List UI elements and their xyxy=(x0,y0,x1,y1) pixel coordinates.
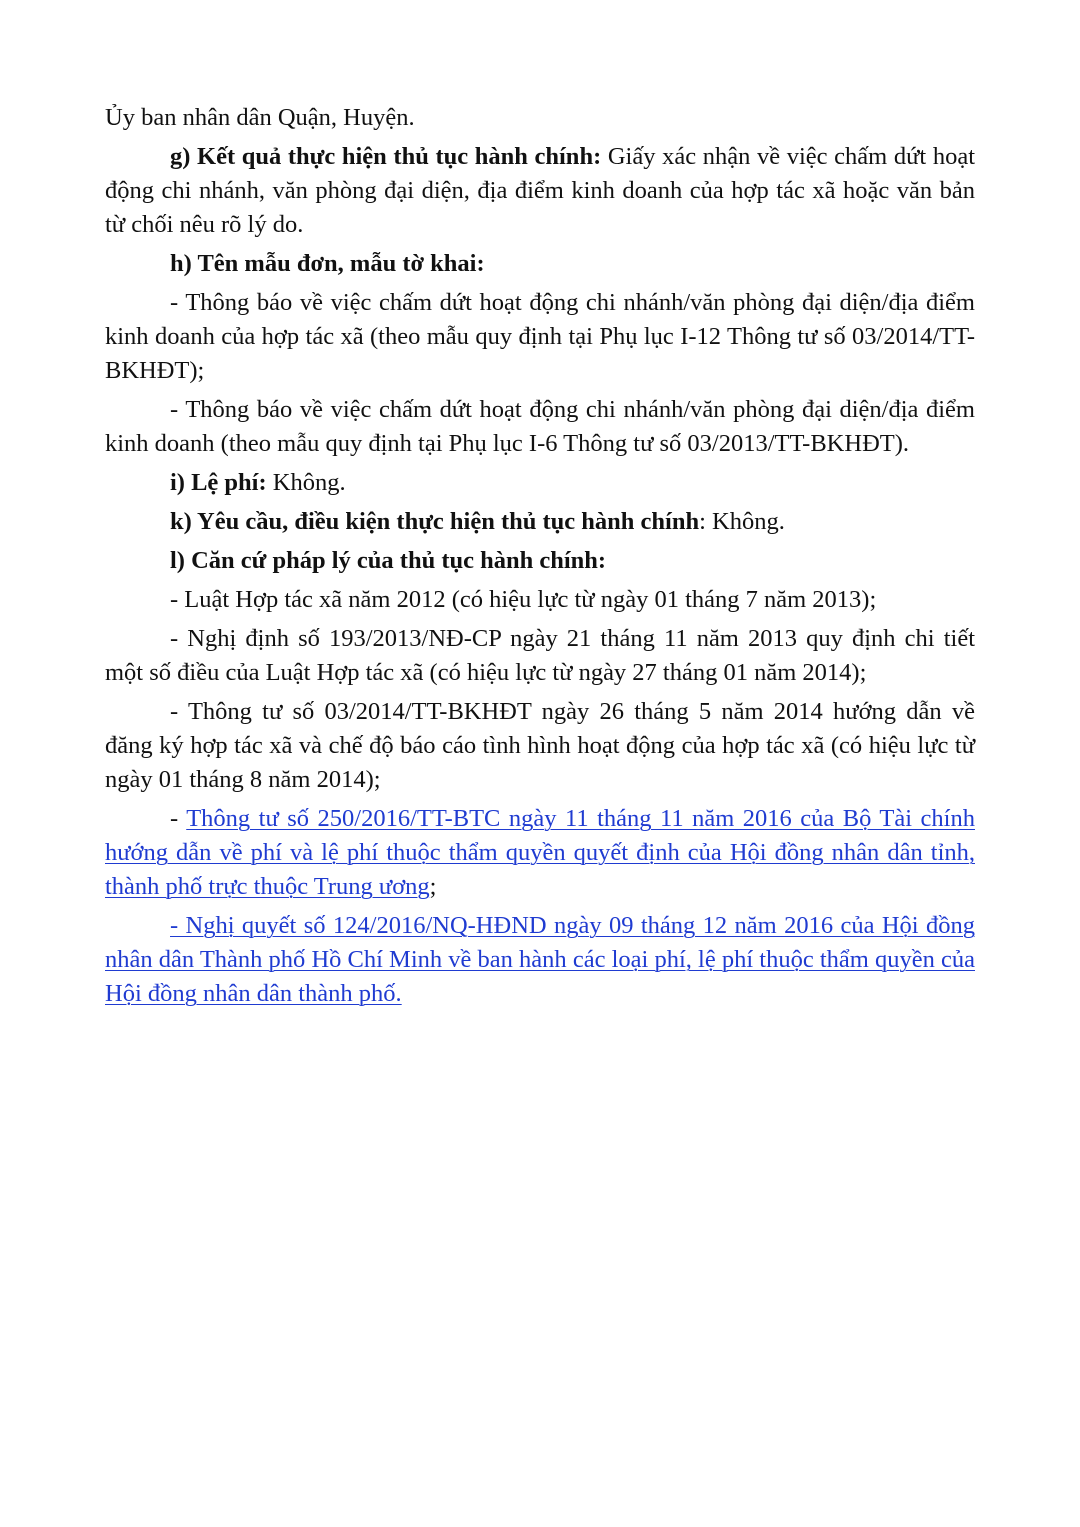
list-dash: - xyxy=(170,805,187,832)
text-i: Không. xyxy=(266,469,346,496)
paragraph-i xyxy=(105,466,975,500)
paragraph-k xyxy=(105,505,975,539)
list-item-l2: - Nghị định số 193/2013/NĐ-CP ngày 21 tháng 11 năm 2013 quy định chi tiết một số điều của Luật Hợp tác xã (có hiệu lực từ ngày 27 tháng 01 năm 2014); xyxy=(105,625,975,686)
heading-l: l) Căn cứ pháp lý của thủ tục hành chính: xyxy=(170,547,607,574)
heading-h: h) Tên mẫu đơn, mẫu tờ khai: xyxy=(170,250,485,277)
list-item-h2: - Thông báo về việc chấm dứt hoạt động chi nhánh/văn phòng đại diện/địa điểm kinh doanh (theo mẫu quy định tại Phụ lục I-6 Thông tư số 03/2013/TT-BKHĐT). xyxy=(105,396,975,457)
list-item-end: ; xyxy=(429,873,437,900)
paragraph-g xyxy=(105,140,975,242)
list-item-h1: - Thông báo về việc chấm dứt hoạt động chi nhánh/văn phòng đại diện/địa điểm kinh doanh của hợp tác xã (theo mẫu quy định tại Phụ lục I-12 Thông tư số 03/2014/TT-BKHĐT); xyxy=(105,289,975,384)
list-item-l5 xyxy=(105,909,975,1011)
heading-g: g) Kết quả thực hiện thủ tục hành chính: xyxy=(170,143,602,170)
text-g: Giấy xác nhận về việc chấm dứt hoạt động chi nhánh, văn phòng đại diện, địa điểm kinh doanh của hợp tác xã hoặc văn bản từ chối nêu rõ lý do. xyxy=(105,143,975,238)
list-item-l1: - Luật Hợp tác xã năm 2012 (có hiệu lực từ ngày 01 tháng 7 năm 2013); xyxy=(170,586,877,613)
list-item-l4 xyxy=(105,802,975,904)
link-circular-250[interactable]: Thông tư số 250/2016/TT-BTC ngày 11 tháng 11 năm 2016 của Bộ Tài chính hướng dẫn về phí và lệ phí thuộc thẩm quyền quyết định của Hội đồng nhân dân tỉnh, thành phố trực thuộc Trung ương xyxy=(105,805,975,900)
list-item-l3: - Thông tư số 03/2014/TT-BKHĐT ngày 26 tháng 5 năm 2014 hướng dẫn về đăng ký hợp tác xã và chế độ báo cáo tình hình hoạt động của hợp tác xã (có hiệu lực từ ngày 01 tháng 8 năm 2014); xyxy=(105,698,975,793)
document-page xyxy=(105,101,975,1016)
link-resolution-124[interactable]: - Nghị quyết số 124/2016/NQ-HĐND ngày 09 tháng 12 năm 2016 của Hội đồng nhân dân Thành phố Hồ Chí Minh về ban hành các loại phí, lệ phí thuộc thẩm quyền của Hội đồng nhân dân thành phố. xyxy=(105,912,975,1007)
text-k: : Không. xyxy=(699,508,785,535)
heading-i: i) Lệ phí: xyxy=(170,469,267,496)
heading-k: k) Yêu cầu, điều kiện thực hiện thủ tục hành chính xyxy=(170,508,700,535)
paragraph-intro: Ủy ban nhân dân Quận, Huyện. xyxy=(105,104,415,131)
